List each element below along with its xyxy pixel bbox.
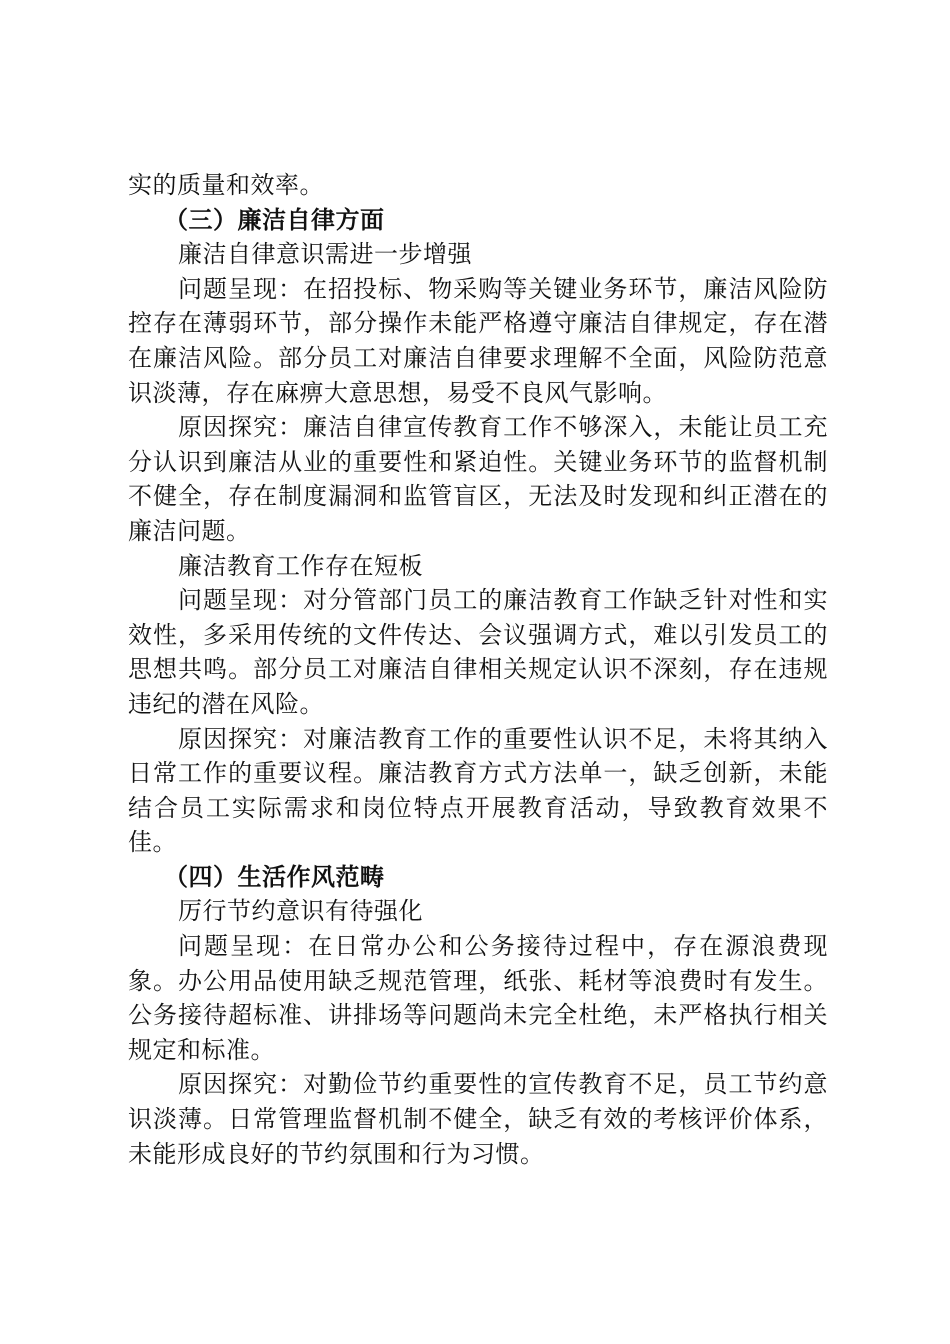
document-body — [128, 168, 828, 1171]
section-heading-integrity: （三）廉洁自律方面 — [164, 205, 385, 234]
subheading-integrity-awareness: 廉洁自律意识需进一步增强 — [178, 240, 472, 269]
subheading-frugality: 厉行节约意识有待强化 — [178, 897, 423, 926]
paragraph-problem-integrity-education: 问题呈现：对分管部门员工的廉洁教育工作缺乏针对性和实效性，多采用传统的文件传达、会议强调方式，难以引发员工的思想共鸣。部分员工对廉洁自律相关规定认识不深刻，存在违规违纪的潜在风险。 — [128, 586, 828, 718]
paragraph-cause-integrity-education: 原因探究：对廉洁教育工作的重要性认识不足，未将其纳入日常工作的重要议程。廉洁教育方式方法单一，缺乏创新，未能结合员工实际需求和岗位特点开展教育活动，导致教育效果不佳。 — [128, 724, 828, 857]
subheading-integrity-education: 廉洁教育工作存在短板 — [178, 551, 423, 580]
section-heading-lifestyle: （四）生活作风范畴 — [164, 862, 385, 891]
paragraph-cause-frugality: 原因探究：对勤俭节约重要性的宣传教育不足，员工节约意识淡薄。日常管理监督机制不健全，缺乏有效的考核评价体系，未能形成良好的节约氛围和行为习惯。 — [128, 1070, 828, 1168]
paragraph-cause-integrity-awareness: 原因探究：廉洁自律宣传教育工作不够深入，未能让员工充分认识到廉洁从业的重要性和紧迫性。关键业务环节的监督机制不健全，存在制度漏洞和监管盲区，无法及时发现和纠正潜在的廉洁问题。 — [128, 413, 828, 545]
paragraph-problem-frugality: 问题呈现：在日常办公和公务接待过程中，存在源浪费现象。办公用品使用缺乏规范管理，纸张、耗材等浪费时有发生。公务接待超标准、讲排场等问题尚未完全杜绝，未严格执行相关规定和标准。 — [128, 932, 828, 1064]
paragraph-continuation: 实的质量和效率。 — [128, 171, 324, 199]
paragraph-problem-integrity-awareness: 问题呈现：在招投标、物采购等关键业务环节，廉洁风险防控存在薄弱环节，部分操作未能严格遵守廉洁自律规定，存在潜在廉洁风险。部分员工对廉洁自律要求理解不全面，风险防范意识淡薄，存在麻痹大意思想，易受不良风气影响。 — [128, 274, 828, 407]
